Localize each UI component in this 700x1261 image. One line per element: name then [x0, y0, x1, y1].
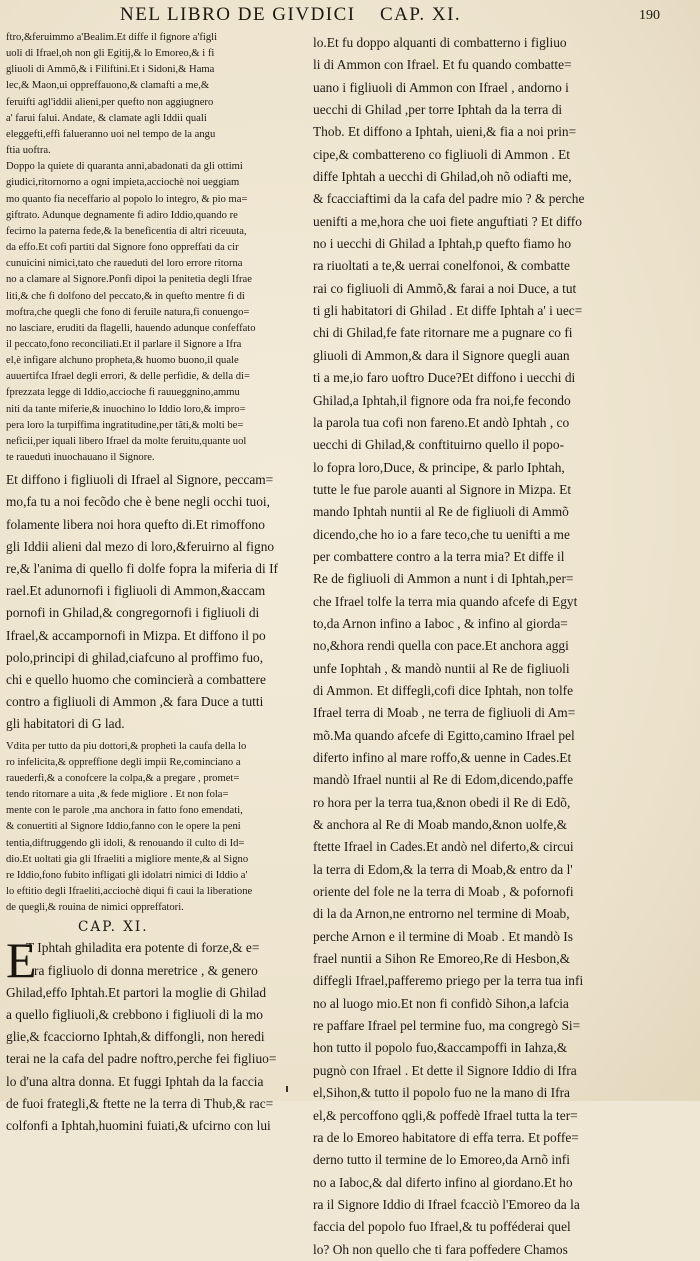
text-line: no lasciare, eruditi da flagelli, hauendo adunque confeffato — [6, 322, 256, 334]
text-line: & fcacciaftimi da la cafa del padre mio ? & perche — [313, 191, 585, 207]
text-line: oriente del fole ne la terra di Moab , & pofornofi — [313, 884, 574, 900]
text-line: gli Iddii alieni dal mezo di loro,&feruirno al figno — [6, 538, 275, 554]
text-line: per combattere contro a la terra mia? Et diffe il — [313, 548, 565, 564]
text-line: to,da Arnon infino a Iaboc , & infino al giorda= — [313, 615, 568, 631]
text-line: uano i figliuoli di Ammon con Ifrael , andorno i — [313, 79, 569, 95]
text-line: giftrato. Adunque degnamente fi adiro Iddio,quando re — [6, 209, 238, 221]
text-line: che Ifrael tolfe la terra mia quando afcefe di Egyt — [313, 593, 578, 609]
text-line: uoli di Ifrael,oh non gli Egitij,& lo Emoreo,& i fi — [6, 48, 215, 60]
text-line: Ghilad,effo Iphtah.Et partori la moglie di Ghilad — [6, 984, 267, 1000]
text-line: la parola tua cofi non fareno.Et andò Iphtah , co — [313, 414, 570, 430]
running-head-title: NEL LIBRO DE GIVDICI — [120, 4, 356, 25]
text-line: colfonfi a Iphtah,huomini fuiati,& ufcirno con lui — [6, 1118, 271, 1133]
text-line: Thob. Et diffono a Iphtah, uieni,& fia a noi prin= — [313, 124, 577, 140]
text-line: glie,& fcacciorno Iphtah,& diffongli, non heredi — [6, 1029, 265, 1045]
page-number: 190 — [639, 8, 660, 23]
text-line: & conuertiti al Signore Iddio,fanno con le opere la peni — [6, 821, 241, 833]
text-line: feruifti agl'iddii alieni,per quefto non aggiugnero — [6, 96, 214, 108]
text-line: Ifrael,& accampornofi in Mizpa. Et diffono il po — [6, 627, 266, 643]
text-line: diffegli Ifrael,pafferemo priego per la terra tua infi — [313, 973, 584, 989]
text-line: no a Iaboc,& dal diferto infino al giordano.Et ho — [313, 1174, 573, 1190]
text-line: gliuoli di Ammon,& dara il Signore quegli auan — [313, 347, 570, 363]
text-line: liti,& che fi dolfono del peccato,& in quefto mentre fi di — [6, 290, 245, 302]
text-line: cunuicini nimici,tato che rauedutì del loro errore ritorna — [6, 258, 243, 270]
text-line: te rauedutì inuochauano il Signore. — [6, 452, 155, 464]
text-line: di Ammon. Et diffegli,cofi dice Iphtah, non tolfe — [313, 682, 574, 698]
text-line: pugnò con Ifrael . Et dette il Signore Iddio di Ifra — [313, 1062, 577, 1078]
text-line: rai co figliuoli di Ammõ,& farai a noi Duce, a tut — [313, 280, 577, 296]
text-line: diferto infino al mare roffo,& uenne in Cades.Et — [313, 750, 572, 765]
text-line: auuertifca Ifrael degli errori, & delle perfidie, & della di= — [6, 371, 250, 383]
text-line: de quegli,& rouina de nimici oppreffatori. — [6, 902, 184, 914]
commentary-block — [6, 30, 301, 466]
text-line: moftra,che quegli che fono di feruile natura,fi conuengo= — [6, 306, 250, 318]
text-line: gliuoli di Ammõ,& i Filiftini.Et i Sidoni,& Hama — [6, 64, 215, 76]
text-line: la terra di Edom,& la terra di Moab,& entro da l' — [313, 861, 573, 877]
text-line: cipe,& combattereno co figliuoli di Ammon . Et — [313, 146, 570, 162]
text-line: re,& l'anima di quello fi dolfe fopra la miferia di If — [6, 561, 278, 577]
text-line: no,&hora rendi quella con pace.Et anchora aggi — [313, 638, 569, 654]
text-line: ftette Ifrael in Cades.Et andò nel diferto,& circui — [313, 839, 574, 855]
text-line: li di Ammon con Ifrael. Et fu quando combatte= — [313, 57, 572, 73]
text-line: terai ne la cafa del padre noftro,perche fei figliuo= — [6, 1051, 277, 1067]
text-line: uecchi di Ghilad ,per torre Iphtah da la terra di — [313, 102, 563, 118]
text-line: ro infelicita,& oppreffione degli impii Re,cominciano a — [6, 756, 241, 768]
text-line: el,è infigare alchuno propheta,& huomo buono,il quale — [6, 355, 239, 367]
right-column — [313, 32, 690, 1257]
text-line: mo,fa tu a noi fecõdo che è bene negli occhi tuoi, — [6, 494, 270, 510]
text-line: lo.Et fu doppo alquanti di combatterno i figliuo — [313, 35, 567, 50]
text-line: pera loro la turpiffima ingratitudine,per tãti,& molti be= — [6, 419, 244, 431]
text-line: neficii,per iquali libero Ifrael da molte feruitu,quante uol — [6, 435, 247, 447]
text-line: ra riuoltati a te,& uerrai conelfonoi, & combatte — [313, 258, 570, 274]
text-line: gli habitatori di G lad. — [6, 716, 125, 732]
text-line: Ifrael terra di Moab , ne terra de figliuoli di Am= — [313, 705, 576, 721]
text-line: folamente libera noi hora quefto di.Et rimoffono — [6, 516, 265, 532]
text-line: a' farui falui. Andate, & clamate agli Iddii quali — [6, 112, 207, 124]
text-line: di la da Arnon,ne entrorno nel termine di Moab, — [313, 906, 570, 922]
text-line: diffe Iphtah a uecchi di Ghilad,oh nõ odiafti me, — [313, 169, 572, 185]
text-line: derno tutto il termine de lo Emoreo,da Arnõ infi — [313, 1152, 570, 1168]
text-line: de fuoi frategli,& ftette ne la terra di Thub,& rac= — [6, 1095, 274, 1111]
text-line: da effo.Et cofi partiti dal Signore fono oppreffati da cir — [6, 242, 239, 254]
text-line: lec,& Maon,ui oppreffauono,& clamafti a me,& — [6, 80, 210, 92]
text-line: mandò Ifrael nuntii al Re di Edom,dicendo,paffe — [313, 772, 574, 788]
text-line: frael nuntii a Sihon Re Emoreo,Re di Hesbon,& — [313, 951, 570, 967]
text-line: & anchora al Re di Moab mando,&non uolfe,& — [313, 817, 567, 833]
text-line: Ghilad,a Iphtah,il fignore oda fra noi,fe fecondo — [313, 392, 571, 408]
text-line: el,Sihon,& tutto il popolo fuo ne la mano di Ifra — [313, 1085, 570, 1101]
text-line: no a clamare al Signore.Ponfi dipoi la penitetia degli Ifrae — [6, 274, 252, 286]
text-line: mando Iphtah nuntii al Re de figliuoli di Ammõ — [313, 504, 569, 520]
text-line: faccia del popolo fuo Ifrael,& tu pofféderai quel — [313, 1219, 571, 1235]
text-line: lo? Oh non quello che ti fara poffedere Chamos — [313, 1241, 568, 1257]
drop-capital: E — [6, 932, 37, 989]
text-line: dio.Et uoltati gia gli Ifraeliti a migliore mente,& al Signo — [6, 853, 249, 865]
text-line: ra figliuolo di donna meretrice , & genero — [34, 962, 258, 978]
text-line: lo d'una altra donna. Et fuggi Iphtah da la faccia — [6, 1073, 264, 1089]
text-line: ti gli habitatori di Ghilad . Et diffe Iphtah a' i uec= — [313, 303, 583, 319]
text-line: rael.Et adunornofi i figliuoli di Ammon,&accam — [6, 583, 266, 599]
text-line: fprezzata legge di Iddio,accioche fi rauueggnino,ammu — [6, 387, 240, 399]
text-line: mo quanto fia neceffario al popolo lo integro, & pio ma= — [6, 193, 248, 205]
text-line: unfe Iophtah , & mandò nuntii al Re de figliuoli — [313, 660, 570, 676]
text-line: polo,principi di ghilad,ciafcuno al proffimo fuo, — [6, 649, 264, 665]
text-line: lo eftitio degli Ifraeliti,acciochè diqui fi caui la liberatione — [6, 886, 253, 898]
text-line: mente con le parole ,ma anchora in fatto fono emendati, — [6, 805, 243, 817]
text-line: ftro,&feruimmo a'Bealim.Et diffe il fignore a'figli — [6, 32, 218, 43]
text-line: re Iddio,fono fubito infligati gli idolatri nimici di Iddio a' — [6, 869, 248, 881]
text-line: no i uecchi di Ghilad a Iphtah,p quefto fiamo ho — [313, 236, 572, 252]
text-line: tentia,diftruggendo gli idoli, & renouando il culto di Id= — [6, 837, 245, 849]
chapter-start — [6, 932, 301, 1137]
text-line: chi di Ghilad,fe fate ritornare me a pugnare co fi — [313, 325, 573, 341]
scripture-block — [6, 469, 301, 735]
text-line: ftia uoftra. — [6, 145, 51, 157]
text-line: lo fopra loro,Duce, & principe, & parlo Iphtah, — [313, 459, 565, 475]
text-line: ra de lo Emoreo habitatore di effa terra. Et poffe= — [313, 1129, 579, 1145]
text-line: niti da tante miferie,& inuochino lo Iddio loro,& impro= — [6, 403, 246, 415]
text-line: uecchi di Ghilad,& conftituirno quello il popo- — [313, 437, 565, 453]
running-head — [120, 4, 660, 28]
text-line: rauederfi,& a conofcere la colpa,& a pregare , promet= — [6, 772, 240, 784]
text-line: Et diffono i figliuoli di Ifrael al Signore, peccam= — [6, 472, 274, 488]
commentary-block — [6, 739, 301, 917]
text-line: ra il Signore Iddio di Ifrael fcacciò l'Emoreo da la — [313, 1196, 580, 1212]
text-line: re paffare Ifrael pel termine fuo, ma congregò Si= — [313, 1018, 581, 1034]
text-line: il peccato,fono reconciliati.Et il parlare il Signore a Ifra — [6, 338, 242, 350]
running-head-chapter: CAP. XI. — [380, 4, 462, 25]
text-line: Doppo la quiete di quaranta anni,abadonati da gli ottimi — [6, 161, 243, 173]
text-line: no al luogo mio.Et non fi confidò Sihon,a lafcia — [313, 995, 569, 1011]
text-line: giudici,ritornorno a ogni impieta,acciochè noi ueggiam — [6, 177, 240, 189]
text-line: T Iphtah ghiladita era potente di forze,& e= — [26, 940, 260, 956]
text-line: perche Arnon e il termine di Moab . Et mandò Is — [313, 928, 573, 944]
text-line: tendo ritornare a uita ,& fede migliore . Et non fola= — [6, 789, 229, 801]
text-line: Re de figliuoli di Ammon a nunt i di Iphtah,per= — [313, 571, 574, 587]
text-line: tutte le fue parole auanti al Signore in Mizpa. Et — [313, 481, 572, 497]
text-line: ro hora per la terra tua,&non obedi il Re di Edõ, — [313, 794, 571, 810]
chapter-heading: CAP. XI. — [78, 919, 149, 936]
text-line: fecirno la paterna fede,& la beneficentia di altri riceuuta, — [6, 225, 247, 237]
text-line: ti a me,io faro uoftro Duce?Et diffono i uecchi di — [313, 370, 576, 386]
scripture-block — [6, 932, 301, 1137]
text-line: chi e quello huomo che comincierà a combattere — [6, 672, 266, 688]
text-line: mõ.Ma quando afcefe di Egitto,camino Ifrael pel — [313, 727, 575, 743]
text-line: a quello figliuoli,& crebbono i figliuoli di la mo — [6, 1006, 263, 1022]
text-line: uenifti a me,hora che uoi fiete anguftiati ? Et diffo — [313, 213, 582, 229]
text-line: dicendo,che ho io a fare teco,che tu uenifti a me — [313, 526, 570, 542]
text-line: pornofi in Ghilad,& congregornofi i figliuoli di — [6, 605, 260, 621]
text-line: Vdita per tutto da piu dottori,& prophetì la caufa della lo — [6, 740, 247, 752]
page-mark — [286, 1086, 288, 1092]
text-line: el,& percoffono qgli,& poffedè Ifrael tutta la ter= — [313, 1107, 578, 1123]
text-line: eleggefti,effi falueranno uoi nel tempo de la angu — [6, 128, 216, 140]
left-column — [6, 30, 301, 1133]
text-line: hon tutto il popolo fuo,&accampoffi in Iahza,& — [313, 1040, 568, 1056]
text-line: contro a figliuoli di Ammon ,& fara Duce a tutti — [6, 694, 264, 710]
